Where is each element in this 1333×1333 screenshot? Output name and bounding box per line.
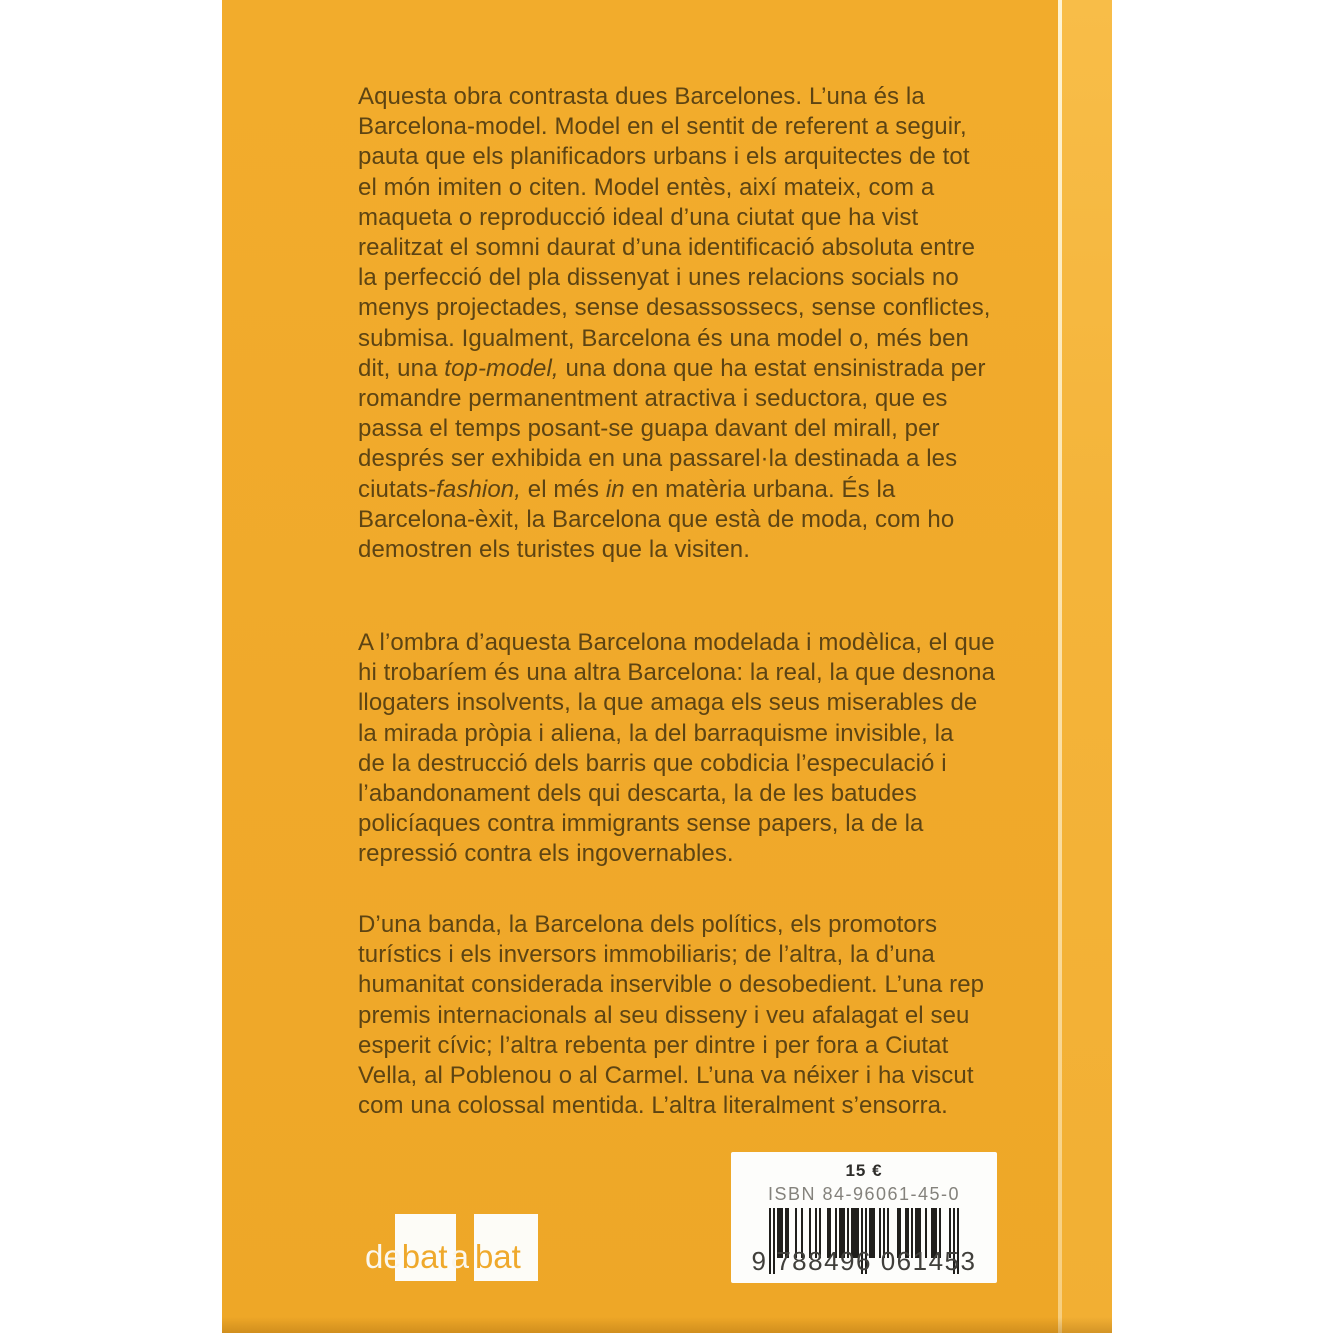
paragraph [358,82,991,565]
text-line: turístics i els inversors immobiliaris; de l’altra, la d’una [358,941,935,969]
text-line: premis internacionals al seu disseny i veu afalagat el seu [358,1001,970,1029]
text-line: menys projectades, sense desassossecs, sense conflictes, [358,294,991,322]
text-line: demostren els turistes que la visiten. [358,536,750,564]
text-line: dit, una top-model, una dona que ha estat ensinistrada per [358,354,986,382]
text-line: Aquesta obra contrasta dues Barcelones. L’una és la [358,83,925,110]
text-line: pauta que els planificadors urbans i els arquitectes de tot [358,143,970,171]
logo-letter-group: bat [401,1238,448,1275]
cover-bottom-shadow [222,1317,1112,1333]
book-back-cover [222,0,1112,1333]
text-line: l’abandonament dels qui descarta, la de les batudes [358,780,917,808]
paragraph [358,910,984,1121]
text-line: com una colossal mentida. L’altra literalment s’ensorra. [358,1092,948,1120]
text-line: esperit cívic; l’altra rebenta per dintre i per fora a Ciutat [358,1031,949,1059]
text-line: Vella, al Poblenou o al Carmel. L’una va néixer i ha viscut [358,1062,974,1090]
back-cover-text [222,0,1112,1333]
text-line: la mirada pròpia i aliena, la del barraquisme invisible, la [358,719,954,747]
text-line: realitzat el somni daurat d’una identificació absoluta entre [358,234,976,262]
paragraph [358,628,995,870]
text-line: la perfecció del pla dissenyat i unes relacions socials no [358,264,959,292]
text-line: policíaques contra immigrants sense papers, la de la [358,810,924,838]
ean-number: 9 788496 061453 [751,1246,977,1276]
text-line: passa el temps posant-se guapa davant del mirall, per [358,415,940,443]
text-line: romandre permanentment atractiva i seductora, que es [358,385,948,413]
text-line: Barcelona-èxit, la Barcelona que està de moda, com ho [358,505,955,533]
text-line: llogaters insolvents, la que amaga els seus miserables de [358,689,978,717]
text-line: repressió contra els ingovernables. [358,840,734,868]
text-line: submisa. Igualment, Barcelona és una model o, més ben [358,324,969,352]
text-line: maqueta o reproducció ideal d’una ciutat que ha vist [358,203,919,231]
logo-letter-group: bat [474,1238,521,1275]
publisher-logo-text [365,1240,521,1273]
text-line: ciutats-fashion, el més in en matèria urbana. És la [358,475,896,503]
logo-letter-group: de [365,1238,402,1275]
price-label: 15 € [845,1161,883,1180]
cover-edge-highlight [1062,0,1112,1333]
logo-letter-group: a [450,1238,469,1275]
text-line: D’una banda, la Barcelona dels polítics, els promotors [358,911,938,938]
isbn-label: ISBN 84-96061-45-0 [767,1184,961,1204]
text-line: humanitat considerada inservible o desobedient. L’una rep [358,971,985,999]
text-line: Barcelona-model. Model en el sentit de referent a seguir, [358,113,967,141]
text-line: A l’ombra d’aquesta Barcelona modelada i modèlica, el que [358,629,995,656]
text-line: hi trobaríem és una altra Barcelona: la real, la que desnona [358,659,996,687]
text-line: de la destrucció dels barris que cobdicia l’especulació i [358,749,947,777]
barcode-panel [731,1152,997,1283]
text-line: el món imiten o citen. Model entès, així mateix, com a [358,173,935,201]
publisher-logo [365,1214,547,1282]
text-line: després ser exhibida en una passarel·la destinada a les [358,445,958,473]
